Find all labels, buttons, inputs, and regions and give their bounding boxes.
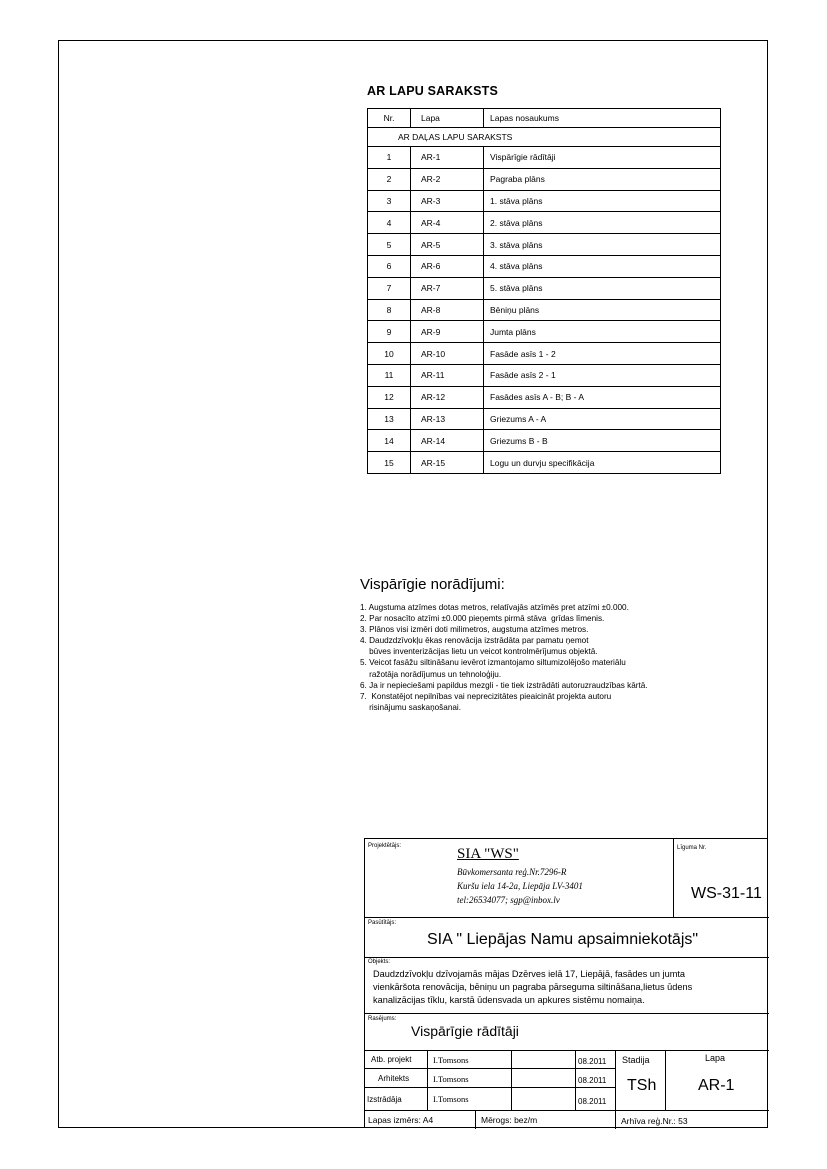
row-sheet: AR-11: [411, 364, 484, 386]
scale: Mērogs: bez/m: [481, 1115, 538, 1125]
note-line: būves inventerizācijas lietu un veicot kontrolmērījumus objektā.: [360, 647, 598, 657]
row-sheet-name: Jumta plāns: [484, 321, 721, 343]
row-number: 8: [368, 299, 411, 321]
object-line: Daudzdzīvokļu dzīvojamās mājas Dzērves ielā 17, Liepājā, fasādes un jumta: [373, 969, 686, 979]
notes-title: Vispārīgie norādījumi:: [360, 576, 505, 593]
header-sheet-name: Lapas nosaukums: [484, 109, 721, 128]
row-number: 9: [368, 321, 411, 343]
drawing-label: Rasējums:: [368, 1016, 397, 1022]
row-sheet-name: Fasādes asīs A - B; B - A: [484, 386, 721, 408]
row-sheet-name: 5. stāva plāns: [484, 277, 721, 299]
note-line: risinājumu saskaņošanai.: [360, 702, 462, 712]
note-line: 6. Ja ir nepieciešami papildus mezgli - tie tiek izstrādāti autoruzraudzības kārtā.: [360, 680, 648, 690]
title-block: [364, 838, 768, 1128]
contract-number: WS-31-11: [691, 885, 762, 902]
row-sheet-name: Fasāde asīs 2 - 1: [484, 364, 721, 386]
row-sheet-name: Vispārīgie rādītāji: [484, 147, 721, 169]
table-row: [368, 452, 721, 474]
table-row: [368, 234, 721, 256]
object-line: vienkāršota renovācija, bēniņu un pagraba pārseguma siltināšana,lietus ūdens: [373, 982, 693, 992]
row-number: 4: [368, 212, 411, 234]
section-row: [368, 128, 721, 147]
sheet-list-title: AR LAPU SARAKSTS: [367, 84, 498, 98]
designer-label: Projektētājs:: [368, 843, 402, 849]
row-sheet-name: Pagraba plāns: [484, 168, 721, 190]
table-row: [368, 255, 721, 277]
client-name: SIA " Liepājas Namu apsaimniekotājs": [427, 931, 699, 948]
row-number: 11: [368, 364, 411, 386]
row-sheet: AR-10: [411, 343, 484, 365]
row-number: 12: [368, 386, 411, 408]
company-name: SIA "WS": [457, 846, 519, 862]
object-label: Objekts:: [368, 959, 391, 965]
row-sheet: AR-4: [411, 212, 484, 234]
row-sheet-name: Fasāde asīs 1 - 2: [484, 343, 721, 365]
row-sheet-name: Griezums A - A: [484, 408, 721, 430]
row-number: 7: [368, 277, 411, 299]
note-line: 2. Par nosacīto atzīmi ±0.000 pieņemts pirmā stāva grīdas līmenis.: [360, 614, 605, 624]
row-sheet: AR-3: [411, 190, 484, 212]
sheet-value: AR-1: [698, 1077, 735, 1094]
table-row: [368, 386, 721, 408]
note-line: 1. Augstuma atzīmes dotas metros, relatīvajās atzīmēs pret atzīmi ±0.000.: [360, 603, 629, 612]
row-number: 5: [368, 234, 411, 256]
company-line: Kuršu iela 14-2a, Liepāja LV-3401: [457, 881, 583, 891]
row-sheet-name: Logu un durvju specifikācija: [484, 452, 721, 474]
row-sheet: AR-12: [411, 386, 484, 408]
row-number: 1: [368, 147, 411, 169]
notes-list: [360, 602, 760, 713]
staff-name: I.Tomsons: [433, 1094, 469, 1104]
archive-number: Arhīva reģ.Nr.: 53: [621, 1116, 688, 1126]
note-line: 4. Daudzdzīvokļu ēkas renovācija izstrādāta par pamatu ņemot: [360, 636, 589, 646]
row-sheet-name: 1. stāva plāns: [484, 190, 721, 212]
row-sheet: AR-15: [411, 452, 484, 474]
row-number: 2: [368, 168, 411, 190]
section-label: AR DAĻAS LAPU SARAKSTS: [368, 128, 721, 147]
note-line: 3. Plānos visi izmēri doti milimetros, augstuma atzīmes metros.: [360, 625, 589, 635]
staff-date: 08.2011: [578, 1057, 607, 1066]
table-header-row: [368, 109, 721, 128]
staff-role: Atb. projekt: [371, 1055, 412, 1064]
row-number: 13: [368, 408, 411, 430]
row-number: 14: [368, 430, 411, 452]
table-row: [368, 299, 721, 321]
note-line: 5. Veicot fasāžu siltināšanu ievērot izmantojamo siltumizolējošo materiālu: [360, 658, 626, 668]
table-row: [368, 364, 721, 386]
row-number: 15: [368, 452, 411, 474]
row-sheet-name: 4. stāva plāns: [484, 255, 721, 277]
paper-size: Lapas izmērs: A4: [368, 1115, 434, 1125]
row-sheet: AR-14: [411, 430, 484, 452]
staff-role: Arhitekts: [378, 1074, 410, 1083]
staff-role: Izstrādāja: [367, 1095, 402, 1104]
row-sheet-name: 2. stāva plāns: [484, 212, 721, 234]
row-sheet-name: 3. stāva plāns: [484, 234, 721, 256]
table-row: [368, 212, 721, 234]
table-row: [368, 408, 721, 430]
table-row: [368, 277, 721, 299]
staff-name: I.Tomsons: [433, 1055, 469, 1065]
row-sheet: AR-13: [411, 408, 484, 430]
staff-date: 08.2011: [578, 1097, 607, 1106]
sheet-list-table: [367, 108, 721, 474]
table-row: [368, 168, 721, 190]
note-line: ražotāja norādījumus un tehnoloģiju.: [360, 669, 502, 679]
object-line: kanalizācijas tīklu, karstā ūdensvada un apkures sistēmu nomaiņa.: [373, 995, 645, 1005]
company-line: Būvkomersanta reģ.Nr.7296-R: [457, 867, 567, 877]
row-sheet: AR-2: [411, 168, 484, 190]
table-row: [368, 190, 721, 212]
row-sheet-name: Bēniņu plāns: [484, 299, 721, 321]
row-sheet: AR-7: [411, 277, 484, 299]
drawing-name: Vispārīgie rādītāji: [411, 1023, 519, 1039]
note-line: 7. Konstatējot nepilnības vai neprecizitātes pieaicināt projekta autoru: [360, 691, 612, 701]
table-row: [368, 430, 721, 452]
row-sheet: AR-9: [411, 321, 484, 343]
header-sheet: Lapa: [411, 109, 484, 128]
row-number: 10: [368, 343, 411, 365]
row-sheet: AR-1: [411, 147, 484, 169]
stage-value: TSh: [627, 1077, 657, 1094]
staff-name: I.Tomsons: [433, 1074, 469, 1084]
contract-label: Līguma Nr.: [677, 845, 707, 851]
staff-date: 08.2011: [578, 1076, 607, 1085]
row-sheet: AR-8: [411, 299, 484, 321]
row-sheet-name: Griezums B - B: [484, 430, 721, 452]
stage-label: Stadija: [622, 1055, 650, 1065]
row-number: 6: [368, 255, 411, 277]
sheet-label: Lapa: [705, 1053, 726, 1063]
company-line: tel:26534077; sgp@inbox.lv: [457, 895, 560, 905]
row-sheet: AR-5: [411, 234, 484, 256]
header-nr: Nr.: [368, 109, 411, 128]
row-number: 3: [368, 190, 411, 212]
table-row: [368, 321, 721, 343]
table-row: [368, 147, 721, 169]
client-label: Pasūtītājs:: [368, 920, 397, 926]
row-sheet: AR-6: [411, 255, 484, 277]
table-row: [368, 343, 721, 365]
